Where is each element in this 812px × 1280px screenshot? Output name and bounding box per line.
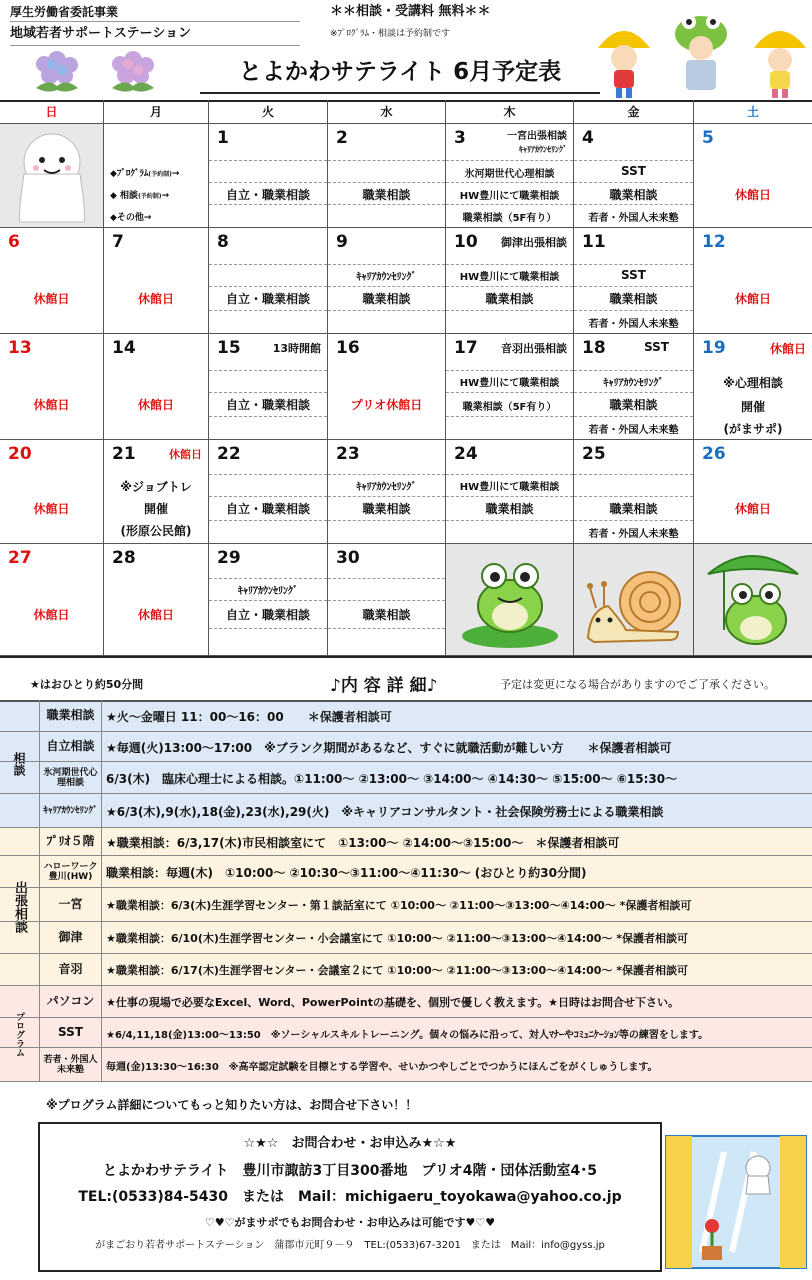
- day-10: 10 御津出張相談 HW豊川にて職業相談 職業相談: [446, 228, 574, 334]
- detail-row: ハローワーク豊川(HW) 職業相談：毎週(木) ①10:00～ ②10:30～③11:00～④11:30～ (おひとり約30分間): [0, 856, 812, 888]
- inquiry-note: ※プログラム詳細についてもっと知りたい方は、お問合せ下さい！！: [46, 1098, 418, 1112]
- day-6: 6 休館日: [0, 228, 104, 334]
- legend-consult: ◆ 相談(予約制)→: [110, 191, 170, 201]
- detail-row: 一宮 ★職業相談：6/3(木)生涯学習センター・第１談話室にて ①10:00～ ②11:00～③13:00～④14:00～ *保護者相談可: [0, 888, 812, 922]
- day-27: 27 休館日: [0, 544, 104, 656]
- free-notice: ＊＊相談・受講料 無料＊＊: [330, 4, 491, 19]
- day-9: 9 ｷｬﾘｱｶｳﾝｾﾘﾝｸﾞ 職業相談: [328, 228, 446, 334]
- day-7: 7 休館日: [104, 228, 209, 334]
- day-24: 24 HW豊川にて職業相談 職業相談: [446, 440, 574, 544]
- day-3: 3 一宮出張相談 ｷｬﾘｱｶｳﾝｾﾘﾝｸﾞ 氷河期世代心理相談 HW豊川にて職業相談 職業相談（5F有り）: [446, 124, 574, 228]
- consult-category: 相談: [0, 700, 40, 828]
- legend-other: ◆その他→: [110, 213, 152, 223]
- contact-tel-mail[interactable]: TEL:(0533)84-5430 または Mail：michigaeru_toyokawa@yahoo.co.jp: [78, 1189, 622, 1205]
- frog-icon: [446, 544, 574, 656]
- detail-row: 若者・外国人未来塾 毎週(金)13:30～16:30 ※高卒認定試験を目標とする学習や、せいかつやしごとでつかうにほんごをがくしゅうします。: [0, 1048, 812, 1082]
- weekday-wed: 水: [328, 100, 446, 124]
- day-21: 21 休館日 ※ジョブトレ 開催 (形原公民館): [104, 440, 209, 544]
- day-28: 28 休館日: [104, 544, 209, 656]
- teru-teru-bozu-cell: [0, 124, 104, 228]
- day-19: 19 休館日 ※心理相談 開催 (がまサポ): [694, 334, 812, 440]
- snail-icon: [574, 544, 694, 656]
- day-5: 5 休館日: [694, 124, 812, 228]
- day-11: 11 SST 職業相談 若者・外国人未来塾: [574, 228, 694, 334]
- day-26: 26 休館日: [694, 440, 812, 544]
- frog-cell: [446, 544, 574, 656]
- contact-box: [38, 1122, 662, 1272]
- day-22: 22 自立・職業相談: [209, 440, 328, 544]
- weekday-mon: 月: [104, 100, 209, 124]
- snail-cell: [574, 544, 694, 656]
- window-illustration: [662, 1132, 810, 1272]
- frog-umbrella-cell: [694, 544, 812, 656]
- day-2: 2 職業相談: [328, 124, 446, 228]
- detail-row: 音羽 ★職業相談：6/17(木)生涯学習センター・会議室２にて ①10:00～ ②11:00～③13:00～④14:00～ *保護者相談可: [0, 954, 812, 986]
- legend-cell: [104, 124, 209, 228]
- sponsor-text: 厚生労働省委託事業: [10, 2, 300, 22]
- frog-umbrella-icon: [694, 544, 812, 656]
- program-category: プログラム: [0, 986, 40, 1082]
- day-4: 4 SST 職業相談 若者・外国人未来塾: [574, 124, 694, 228]
- detail-row: パソコン ★仕事の現場で必要なExcel、Word、PowerPointの基礎を、個別で優しく教えます。★日時はお問合せ下さい。: [0, 986, 812, 1018]
- reservation-note: ※ﾌﾟﾛｸﾞﾗﾑ・相談は予約制です: [330, 29, 451, 39]
- details-title: ♪内 容 詳 細♪: [330, 676, 438, 696]
- contact-address: とよかわサテライト 豊川市諏訪3丁目300番地 プリオ4階・団体活動室4･5: [102, 1163, 598, 1179]
- detail-row: SST ★6/4,11,18(金)13:00～13:50 ※ソーシャルスキルトレーニング。個々の悩みに沿って、対人ﾏﾅｰやｺﾐｭﾆｹｰｼｮﾝ等の練習をします。: [0, 1018, 812, 1048]
- weekday-thu: 木: [446, 100, 574, 124]
- detail-row: 職業相談 ★火～金曜日 11：00～16：00 ＊保護者相談可: [0, 700, 812, 732]
- mascot-children-illustration: [594, 8, 808, 100]
- day-12: 12 休館日: [694, 228, 812, 334]
- hydrangea-icon: [106, 50, 160, 94]
- change-note: 予定は変更になる場合がありますのでご了承ください。: [500, 678, 775, 691]
- day-8: 8 自立・職業相談: [209, 228, 328, 334]
- gamasapo-info: がまごおり若者サポートステーション 蒲郡市元町９－９ TEL:(0533)67-3201 または Mail：info@gyss.jp: [95, 1240, 605, 1251]
- day-15: 15 13時開館 自立・職業相談: [209, 334, 328, 440]
- weekday-sat: 土: [694, 100, 812, 124]
- outreach-category: 出張相談: [0, 828, 40, 986]
- legend-program: ◆ﾌﾟﾛｸﾞﾗﾑ(予約制)→: [110, 169, 180, 179]
- weekday-fri: 金: [574, 100, 694, 124]
- weekday-tue: 火: [209, 100, 328, 124]
- detail-row: 自立相談 ★毎週(火)13:00～17:00 ※ブランク期間があるなど、すぐに就職活動が難しい方 ＊保護者相談可: [0, 732, 812, 762]
- day-18: 18 SST ｷｬﾘｱｶｳﾝｾﾘﾝｸﾞ 職業相談 若者・外国人未来塾: [574, 334, 694, 440]
- day-29: 29 ｷｬﾘｱｶｳﾝｾﾘﾝｸﾞ 自立・職業相談: [209, 544, 328, 656]
- station-name: 地域若者サポートステーション: [10, 22, 300, 46]
- detail-row: ｷｬﾘｱｶｳﾝｾﾘﾝｸﾞ ★6/3(木),9(水),18(金),23(水),29(火) ※キャリアコンサルタント・社会保険労務士による職業相談: [0, 794, 812, 828]
- detail-row: 御津 ★職業相談：6/10(木)生涯学習センター・小会議室にて ①10:00～ ②11:00～③13:00～④14:00～ *保護者相談可: [0, 922, 812, 954]
- day-25: 25 職業相談 若者・外国人未来塾: [574, 440, 694, 544]
- weekday-sun: 日: [0, 100, 104, 124]
- hydrangea-icon: [30, 50, 84, 94]
- detail-row: ﾌﾟﾘｵ５階 ★職業相談：6/3,17(木)市民相談室にて ①13:00～ ②14:00～③15:00～ ＊保護者相談可: [0, 828, 812, 856]
- day-14: 14 休館日: [104, 334, 209, 440]
- day-16: 16 プリオ休館日: [328, 334, 446, 440]
- day-1: 1 自立・職業相談: [209, 124, 328, 228]
- gamasapo-note: ♡♥♡がまサポでもお問合わせ・お申込みは可能です♥♡♥: [204, 1216, 496, 1229]
- day-30: 30 職業相談: [328, 544, 446, 656]
- day-17: 17 音羽出張相談 HW豊川にて職業相談 職業相談（5F有り）: [446, 334, 574, 440]
- day-13: 13 休館日: [0, 334, 104, 440]
- contact-heading: ☆★☆ お問合わせ・お申込み★☆★: [243, 1136, 457, 1151]
- page-title: とよかわサテライト 6月予定表: [200, 50, 600, 94]
- day-20: 20 休館日: [0, 440, 104, 544]
- day-23: 23 ｷｬﾘｱｶｳﾝｾﾘﾝｸﾞ 職業相談: [328, 440, 446, 544]
- detail-row: 氷河期世代心理相談 6/3(木) 臨床心理士による相談。①11:00～ ②13:00～ ③14:00～ ④14:30～ ⑤15:00～ ⑥15:30～: [0, 762, 812, 794]
- teru-teru-bozu-icon: [0, 124, 104, 228]
- star-note: ★はおひとり約50分間: [30, 678, 144, 691]
